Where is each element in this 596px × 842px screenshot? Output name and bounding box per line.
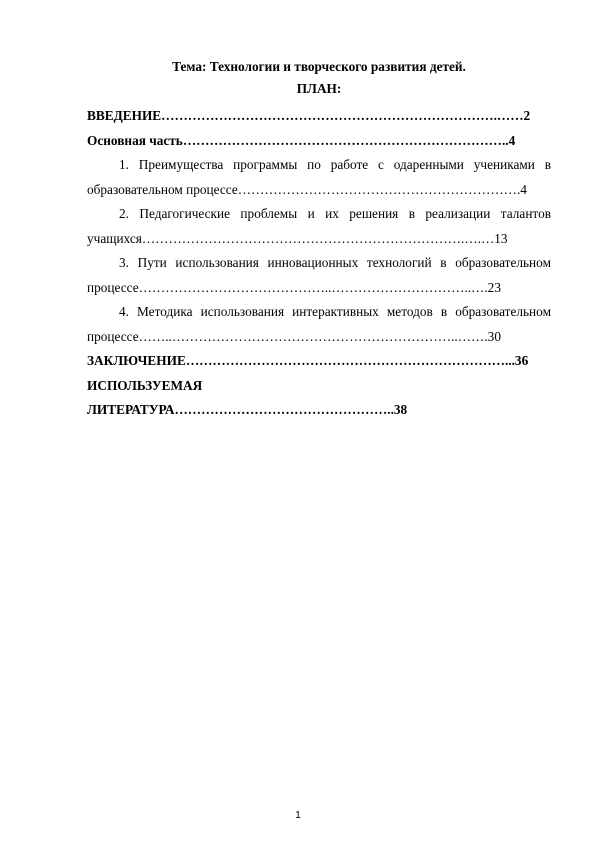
- document-title: Тема: Технологии и творческого развития детей.: [172, 59, 466, 74]
- page-content: [87, 58, 551, 423]
- toc-item-1-line-1: 1. Преимущества программы по работе с одаренными учениками в: [119, 157, 551, 172]
- toc-literature-line-1: ИСПОЛЬЗУЕМАЯ: [87, 377, 203, 393]
- toc-item-2: [87, 202, 551, 251]
- toc-item-2-line-2: учащихся……………………………………………………………….….…13: [87, 230, 508, 246]
- toc-item-1-line-2: образовательном процессе……………………………………………………….4: [87, 181, 527, 197]
- toc-conclusion: ЗАКЛЮЧЕНИЕ………………………………………………………………...36: [87, 353, 529, 368]
- toc-main-part: Основная часть………………………………………………………………..4: [87, 132, 516, 148]
- toc-literature-line-2: ЛИТЕРАТУРА…………………………………………..38: [87, 402, 408, 417]
- toc-item-4-line-2: процессе……..………………………………………………………..…….30: [87, 328, 501, 344]
- toc-item-4-line-1: 4. Методика использования интерактивных методов в образовательном: [119, 304, 551, 319]
- toc-item-4: [87, 300, 551, 349]
- page-number: 1: [295, 810, 301, 821]
- toc-item-3-line-2: процессе……………………………………..…………………………..….23: [87, 279, 501, 295]
- toc-item-3: [87, 251, 551, 300]
- toc-intro: ВВЕДЕНИЕ………………………………………………………………….……2: [87, 108, 531, 123]
- plan-heading: ПЛАН:: [296, 81, 342, 96]
- toc-item-1: [87, 153, 551, 202]
- toc-item-3-line-1: 3. Пути использования инновационных технологий в образовательном: [119, 255, 551, 270]
- toc-item-2-line-1: 2. Педагогические проблемы и их решения в реализации талантов: [119, 206, 551, 221]
